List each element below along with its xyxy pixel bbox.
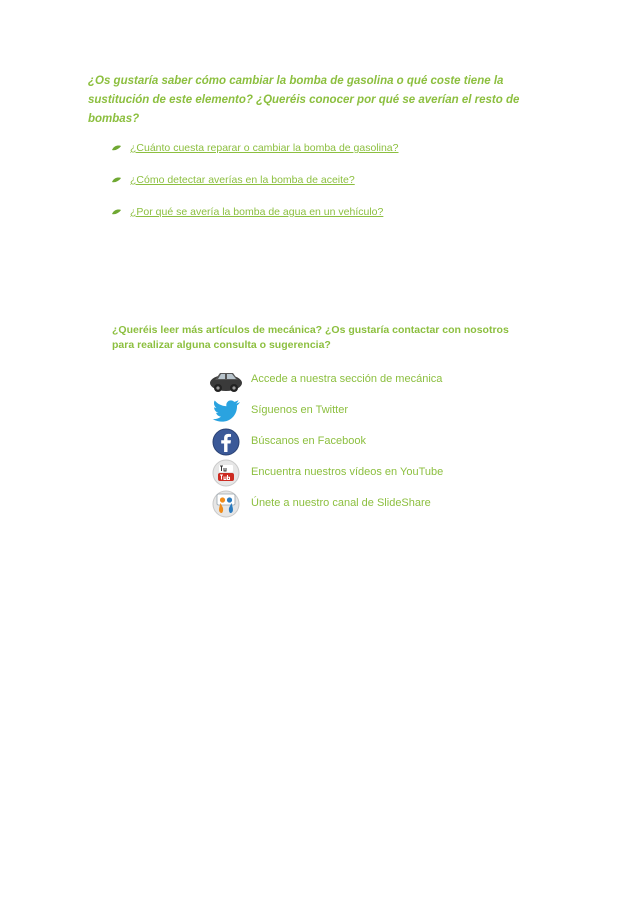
social-row-mechanics[interactable] <box>205 366 505 397</box>
youtube-icon <box>209 459 243 487</box>
social-label: Búscanos en Facebook <box>251 435 366 447</box>
leaf-bullet-icon <box>112 209 121 215</box>
social-row-youtube[interactable] <box>205 459 505 490</box>
social-label: Únete a nuestro canal de SlideShare <box>251 497 431 509</box>
link-fuel-pump-cost[interactable]: ¿Cuánto cuesta reparar o cambiar la bomba de gasolina? <box>130 142 399 154</box>
social-row-twitter[interactable] <box>205 397 505 428</box>
social-row-slideshare[interactable] <box>205 490 505 521</box>
contact-paragraph: ¿Queréis leer más artículos de mecánica? ¿Os gustaría contactar con nosotros para realizar alguna consulta o sugerencia? <box>112 323 509 351</box>
slideshare-icon <box>209 490 243 518</box>
social-row-facebook[interactable] <box>205 428 505 459</box>
link-oil-pump-faults[interactable]: ¿Cómo detectar averías en la bomba de aceite? <box>130 174 355 186</box>
social-label: Accede a nuestra sección de mecánica <box>251 373 443 385</box>
car-icon <box>209 366 243 394</box>
link-water-pump-faults[interactable]: ¿Por qué se avería la bomba de agua en un vehículo? <box>130 206 384 218</box>
intro-paragraph: ¿Os gustaría saber cómo cambiar la bomba de gasolina o qué coste tiene la sustitución de este elemento? ¿Queréis conocer por qué se averían el resto de bombas? <box>88 74 520 125</box>
social-links <box>205 366 505 521</box>
leaf-bullet-icon <box>112 145 121 151</box>
leaf-bullet-icon <box>112 177 121 183</box>
social-label: Encuentra nuestros vídeos en YouTube <box>251 466 444 478</box>
twitter-icon <box>209 397 243 425</box>
facebook-icon <box>209 428 243 456</box>
social-label: Síguenos en Twitter <box>251 404 349 416</box>
